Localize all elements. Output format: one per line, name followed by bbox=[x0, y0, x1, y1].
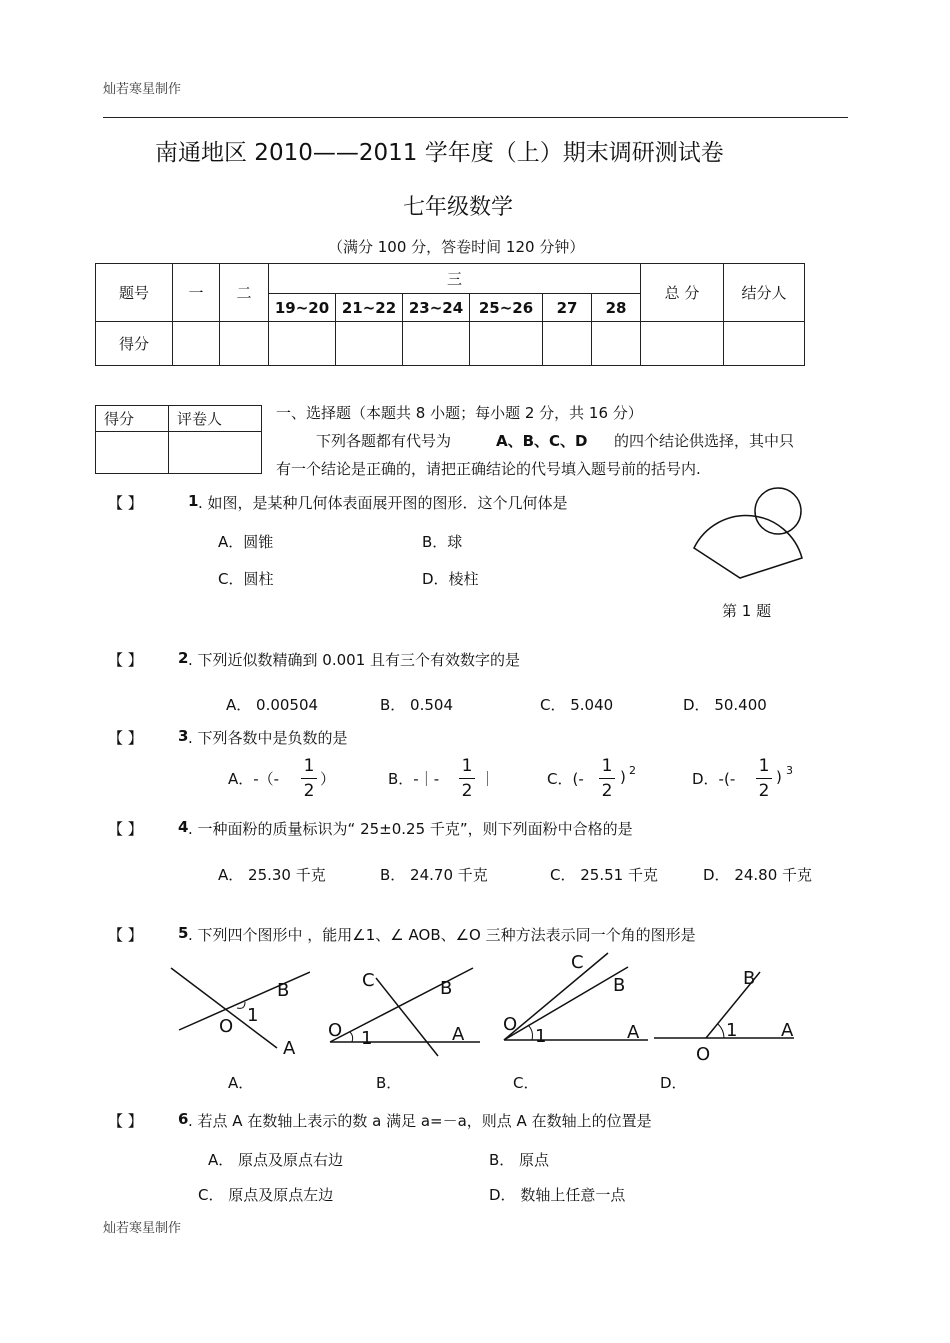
fig-label: B bbox=[277, 980, 290, 1001]
option-a: A． bbox=[228, 1074, 254, 1092]
grader-reviewer-input[interactable] bbox=[169, 432, 262, 474]
option-b: B． 0.504 bbox=[380, 696, 454, 714]
option-d-close: ) bbox=[776, 768, 782, 786]
score-table bbox=[95, 263, 805, 366]
score-input[interactable] bbox=[543, 322, 592, 366]
fig-label: A bbox=[781, 1020, 794, 1041]
page-subtitle: 七年级数学 bbox=[403, 195, 514, 220]
option-c: C． 原点及原点左边 bbox=[198, 1186, 334, 1204]
question-number: 4 bbox=[178, 818, 189, 836]
score-input[interactable] bbox=[592, 322, 641, 366]
grader-box bbox=[95, 405, 262, 474]
option-c: C． 25.51 千克 bbox=[550, 866, 658, 884]
cell-col-3: 三 bbox=[269, 264, 641, 294]
fraction: 1 2 bbox=[459, 756, 475, 801]
question-text: . 若点 A 在数轴上表示的数 a 满足 a=－a，则点 A 在数轴上的位置是 bbox=[188, 1112, 652, 1130]
option-d: D．-(- bbox=[692, 770, 736, 788]
cell-sub-6: 28 bbox=[592, 294, 641, 322]
answer-bracket[interactable]: 【 】 bbox=[108, 1112, 143, 1130]
fig-label: 1 bbox=[535, 1026, 547, 1047]
cone-net-figure bbox=[690, 484, 810, 584]
watermark-top: 灿若寒星制作 bbox=[103, 82, 182, 97]
option-c: C．(- bbox=[547, 770, 584, 788]
option-a: A． 25.30 千克 bbox=[218, 866, 326, 884]
cell-sub-1: 19~20 bbox=[269, 294, 336, 322]
option-d: D． 50.400 bbox=[683, 696, 767, 714]
fig-label: O bbox=[503, 1014, 518, 1035]
fig-label: O bbox=[219, 1016, 234, 1037]
question-text: . 一种面粉的质量标识为“ 25±0.25 千克”，则下列面粉中合格的是 bbox=[188, 820, 633, 838]
question-number: 5 bbox=[178, 924, 189, 942]
score-input[interactable] bbox=[336, 322, 403, 366]
fig-label: A bbox=[283, 1038, 296, 1059]
option-c: C．圆柱 bbox=[218, 570, 274, 588]
cell-total: 总 分 bbox=[641, 264, 724, 322]
watermark-bottom: 灿若寒星制作 bbox=[103, 1221, 182, 1236]
section1-heading: 一、选择题（本题共 8 小题；每小题 2 分，共 16 分） bbox=[276, 404, 643, 422]
fig-label: O bbox=[328, 1020, 343, 1041]
score-input[interactable] bbox=[173, 322, 220, 366]
option-c: C． 5.040 bbox=[540, 696, 614, 714]
question-number: 6 bbox=[178, 1110, 189, 1128]
score-input[interactable] bbox=[470, 322, 543, 366]
header-rule bbox=[103, 117, 848, 118]
option-b: B． 原点 bbox=[489, 1151, 550, 1169]
option-c-close: ) bbox=[620, 768, 626, 786]
cell-grader: 结分人 bbox=[724, 264, 805, 322]
option-a: A． 原点及原点右边 bbox=[208, 1151, 344, 1169]
option-b-close: ｜ bbox=[480, 770, 496, 788]
option-b: B．球 bbox=[422, 533, 463, 551]
fig-label: O bbox=[696, 1044, 711, 1065]
section1-intro-2: 有一个结论是正确的，请把正确结论的代号填入题号前的括号内. bbox=[276, 460, 701, 478]
answer-bracket[interactable]: 【 】 bbox=[108, 494, 143, 512]
question-text: . 下列近似数精确到 0.001 且有三个有效数字的是 bbox=[188, 651, 521, 669]
fraction: 1 2 bbox=[756, 756, 772, 801]
grader-score-label: 得分 bbox=[96, 406, 169, 432]
cell-col-2: 二 bbox=[220, 264, 269, 322]
option-a: A． 0.00504 bbox=[226, 696, 319, 714]
answer-bracket[interactable]: 【 】 bbox=[108, 651, 143, 669]
fig-label: C bbox=[571, 952, 584, 973]
fig-label: A bbox=[452, 1024, 465, 1045]
answer-bracket[interactable]: 【 】 bbox=[108, 729, 143, 747]
cell-sub-5: 27 bbox=[543, 294, 592, 322]
score-input[interactable] bbox=[403, 322, 470, 366]
fraction: 1 2 bbox=[301, 756, 317, 801]
option-b: B．-｜- bbox=[388, 770, 440, 788]
score-input[interactable] bbox=[641, 322, 724, 366]
cell-tihao: 题号 bbox=[96, 264, 173, 322]
figure-caption: 第 1 题 bbox=[722, 602, 772, 620]
question-text: . 下列四个图形中 ，能用∠1、∠ AOB、∠O 三种方法表示同一个角的图形是 bbox=[188, 926, 696, 944]
option-c: C． bbox=[513, 1074, 539, 1092]
fig-label: 1 bbox=[361, 1028, 373, 1049]
section1-intro-b: A、B、C、D bbox=[496, 432, 588, 450]
fig-label: B bbox=[743, 968, 756, 989]
score-input[interactable] bbox=[724, 322, 805, 366]
fig-label: 1 bbox=[247, 1005, 259, 1026]
option-d: D． bbox=[660, 1074, 687, 1092]
option-a: A．圆锥 bbox=[218, 533, 274, 551]
cell-sub-4: 25~26 bbox=[470, 294, 543, 322]
page-title: 南通地区 2010——2011 学年度（上）期末调研测试卷 bbox=[155, 140, 724, 166]
fig-label: C bbox=[362, 970, 375, 991]
question-number: 3 bbox=[178, 727, 189, 745]
exponent: 3 bbox=[786, 764, 793, 777]
option-d: D．棱柱 bbox=[422, 570, 479, 588]
answer-bracket[interactable]: 【 】 bbox=[108, 820, 143, 838]
question-text: . 下列各数中是负数的是 bbox=[188, 729, 348, 747]
cell-col-1: 一 bbox=[173, 264, 220, 322]
angle-figure-d bbox=[652, 960, 797, 1045]
cell-sub-3: 23~24 bbox=[403, 294, 470, 322]
option-d: D． 24.80 千克 bbox=[703, 866, 813, 884]
question-text: . 如图，是某种几何体表面展开图的图形．这个几何体是 bbox=[198, 494, 568, 512]
grader-score-input[interactable] bbox=[96, 432, 169, 474]
question-number: 2 bbox=[178, 649, 189, 667]
question-number: 1 bbox=[188, 492, 199, 510]
angle-figure-b bbox=[328, 960, 488, 1060]
score-input[interactable] bbox=[269, 322, 336, 366]
option-a: A．-（- bbox=[228, 770, 280, 788]
exponent: 2 bbox=[629, 764, 636, 777]
section1-intro-c: 的四个结论供选择，其中只 bbox=[614, 432, 795, 450]
option-b: B． bbox=[376, 1074, 402, 1092]
answer-bracket[interactable]: 【 】 bbox=[108, 926, 143, 944]
cell-score-label: 得分 bbox=[96, 322, 173, 366]
cell-sub-2: 21~22 bbox=[336, 294, 403, 322]
option-b: B． 24.70 千克 bbox=[380, 866, 488, 884]
fig-label: 1 bbox=[726, 1020, 738, 1041]
fraction: 1 2 bbox=[599, 756, 615, 801]
fig-label: B bbox=[613, 975, 626, 996]
exam-note: （满分 100 分，答卷时间 120 分钟） bbox=[328, 238, 585, 256]
option-d: D． 数轴上任意一点 bbox=[489, 1186, 626, 1204]
section1-intro-a: 下列各题都有代号为 bbox=[316, 432, 452, 450]
grader-reviewer-label: 评卷人 bbox=[169, 406, 262, 432]
fig-label: B bbox=[440, 978, 453, 999]
option-a-close: ） bbox=[320, 770, 336, 788]
score-input[interactable] bbox=[220, 322, 269, 366]
fig-label: A bbox=[627, 1022, 640, 1043]
